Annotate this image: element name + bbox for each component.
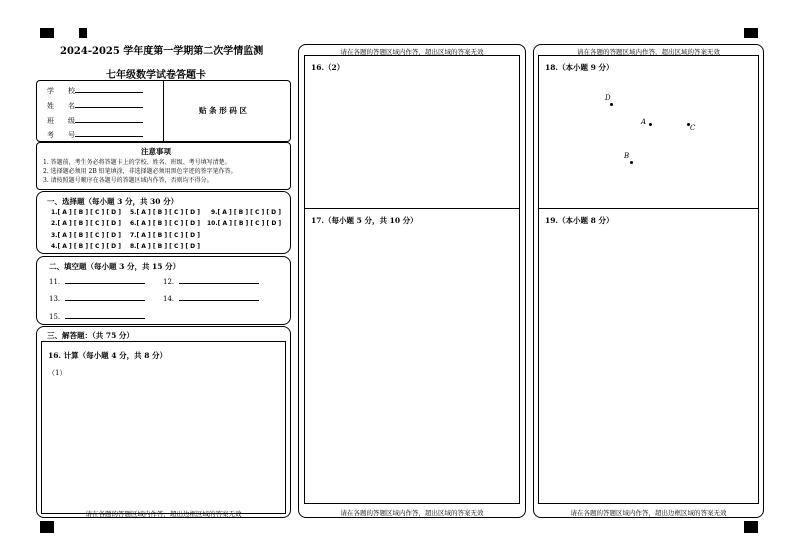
notes-line-3: 3. 请按照题号顺序在各题号的答题区域内作答，否则均不得分。 — [43, 177, 213, 184]
class-label: 班 级 — [47, 117, 75, 125]
answer-title: 三、解答题：（共 75 分） — [47, 331, 134, 340]
q19-answer-box[interactable] — [538, 208, 759, 504]
name-label: 姓 名 — [47, 102, 75, 110]
column-2-panel — [298, 44, 526, 518]
registration-mark-top-left-2 — [79, 28, 87, 38]
point-b-label: B — [624, 152, 630, 160]
info-divider — [163, 81, 164, 141]
point-a — [649, 123, 652, 126]
notes-title: 注意事项 — [141, 147, 171, 156]
col1-bottom-warning: 请在各题的答题区域内作答，超出边框区域的答案无效 — [85, 510, 242, 518]
col2-top-warning: 请在各题的答题区域内作答，超出区域的答案无效 — [340, 48, 484, 56]
q17-answer-box[interactable] — [304, 208, 520, 504]
registration-mark-top-left-1 — [40, 28, 54, 38]
choice-q5[interactable]: 5.[ A ] [ B ] [ C ] [ D ] — [130, 209, 200, 216]
point-a-label: A — [641, 118, 647, 126]
fill-q13[interactable] — [49, 295, 145, 303]
point-d-label: D — [605, 94, 611, 102]
name-field[interactable] — [47, 101, 143, 111]
q16-answer-box[interactable] — [41, 341, 286, 514]
choice-q8[interactable]: 8.[ A ] [ B ] [ C ] [ D ] — [130, 243, 200, 250]
point-d — [610, 103, 613, 106]
school-field[interactable] — [47, 86, 143, 96]
fill-q11[interactable] — [49, 278, 145, 286]
col3-bottom-warning: 请在各题的答题区域内作答，超出边框区域的答案无效 — [570, 509, 727, 517]
answer-section — [36, 326, 291, 518]
fill-q13-label: 13. — [49, 295, 61, 303]
col2-bottom-warning: 请在各题的答题区域内作答，超出区域的答案无效 — [340, 509, 484, 517]
fill-q12[interactable] — [163, 278, 259, 286]
fill-q14[interactable] — [163, 295, 259, 303]
choice-q9[interactable]: 9.[ A ] [ B ] [ C ] [ D ] — [211, 209, 281, 216]
q16-part2-box[interactable] — [304, 55, 520, 209]
card-subtitle: 七年级数学试卷答题卡 — [106, 70, 206, 81]
exam-number-label: 考 号 — [47, 131, 75, 139]
q18-title: 18.（本小题 9 分） — [545, 63, 614, 72]
q16-part1-label: （1） — [48, 369, 67, 377]
registration-mark-bottom-right — [744, 521, 758, 533]
choice-title: 一、选择题（每小题 3 分，共 30 分） — [47, 197, 179, 206]
choice-section — [36, 191, 291, 254]
exam-number-field[interactable] — [47, 130, 143, 140]
col3-top-warning: 请在各题的答题区域内作答，超出区域的答案无效 — [577, 48, 720, 56]
column-3-panel — [533, 44, 764, 518]
point-b — [630, 161, 633, 164]
class-field[interactable] — [47, 116, 143, 126]
fill-section — [36, 256, 291, 325]
registration-mark-bottom-left — [40, 521, 54, 533]
barcode-area-label: 贴 条 形 码 区 — [199, 106, 247, 115]
notes-line-2: 2. 选择题必须用 2B 铅笔填涂，非选择题必须用黑色字迹的签字笔作答。 — [43, 168, 237, 175]
fill-q14-label: 14. — [163, 295, 175, 303]
choice-q6[interactable]: 6.[ A ] [ B ] [ C ] [ D ] — [130, 220, 200, 227]
student-info-panel — [36, 80, 291, 142]
choice-q4[interactable]: 4.[ A ] [ B ] [ C ] [ D ] — [51, 243, 121, 250]
exam-title: 2024-2025 学年度第一学期第二次学情监测 — [60, 46, 264, 57]
fill-title: 二、填空题（每小题 3 分，共 15 分） — [49, 262, 181, 271]
point-c — [687, 123, 690, 126]
school-label: 学 校 — [47, 87, 75, 95]
choice-q10[interactable]: 10.[ A ] [ B ] [ C ] [ D ] — [207, 220, 282, 227]
fill-q11-label: 11. — [49, 278, 61, 286]
choice-q3[interactable]: 3.[ A ] [ B ] [ C ] [ D ] — [51, 232, 121, 239]
notes-line-1: 1. 答题前，考生务必将答题卡上的学校、姓名、班级、考号填写清楚。 — [43, 159, 231, 166]
fill-q15[interactable] — [49, 313, 145, 321]
choice-q7[interactable]: 7.[ A ] [ B ] [ C ] [ D ] — [130, 232, 200, 239]
fill-q12-label: 12. — [163, 278, 175, 286]
q18-answer-box[interactable] — [538, 55, 759, 209]
notes-panel — [36, 142, 291, 190]
choice-q1[interactable]: 1.[ A ] [ B ] [ C ] [ D ] — [51, 209, 121, 216]
q19-title: 19.（本小题 8 分） — [545, 216, 614, 225]
q16-title: 16. 计算（每小题 4 分，共 8 分） — [48, 351, 168, 360]
choice-q2[interactable]: 2.[ A ] [ B ] [ C ] [ D ] — [51, 220, 121, 227]
q16-part2-title: 16.（2） — [311, 63, 345, 72]
point-c-label: C — [690, 124, 696, 132]
q17-title: 17.（每小题 5 分，共 10 分） — [311, 216, 418, 225]
fill-q15-label: 15. — [49, 313, 61, 321]
registration-mark-top-right — [744, 28, 758, 38]
